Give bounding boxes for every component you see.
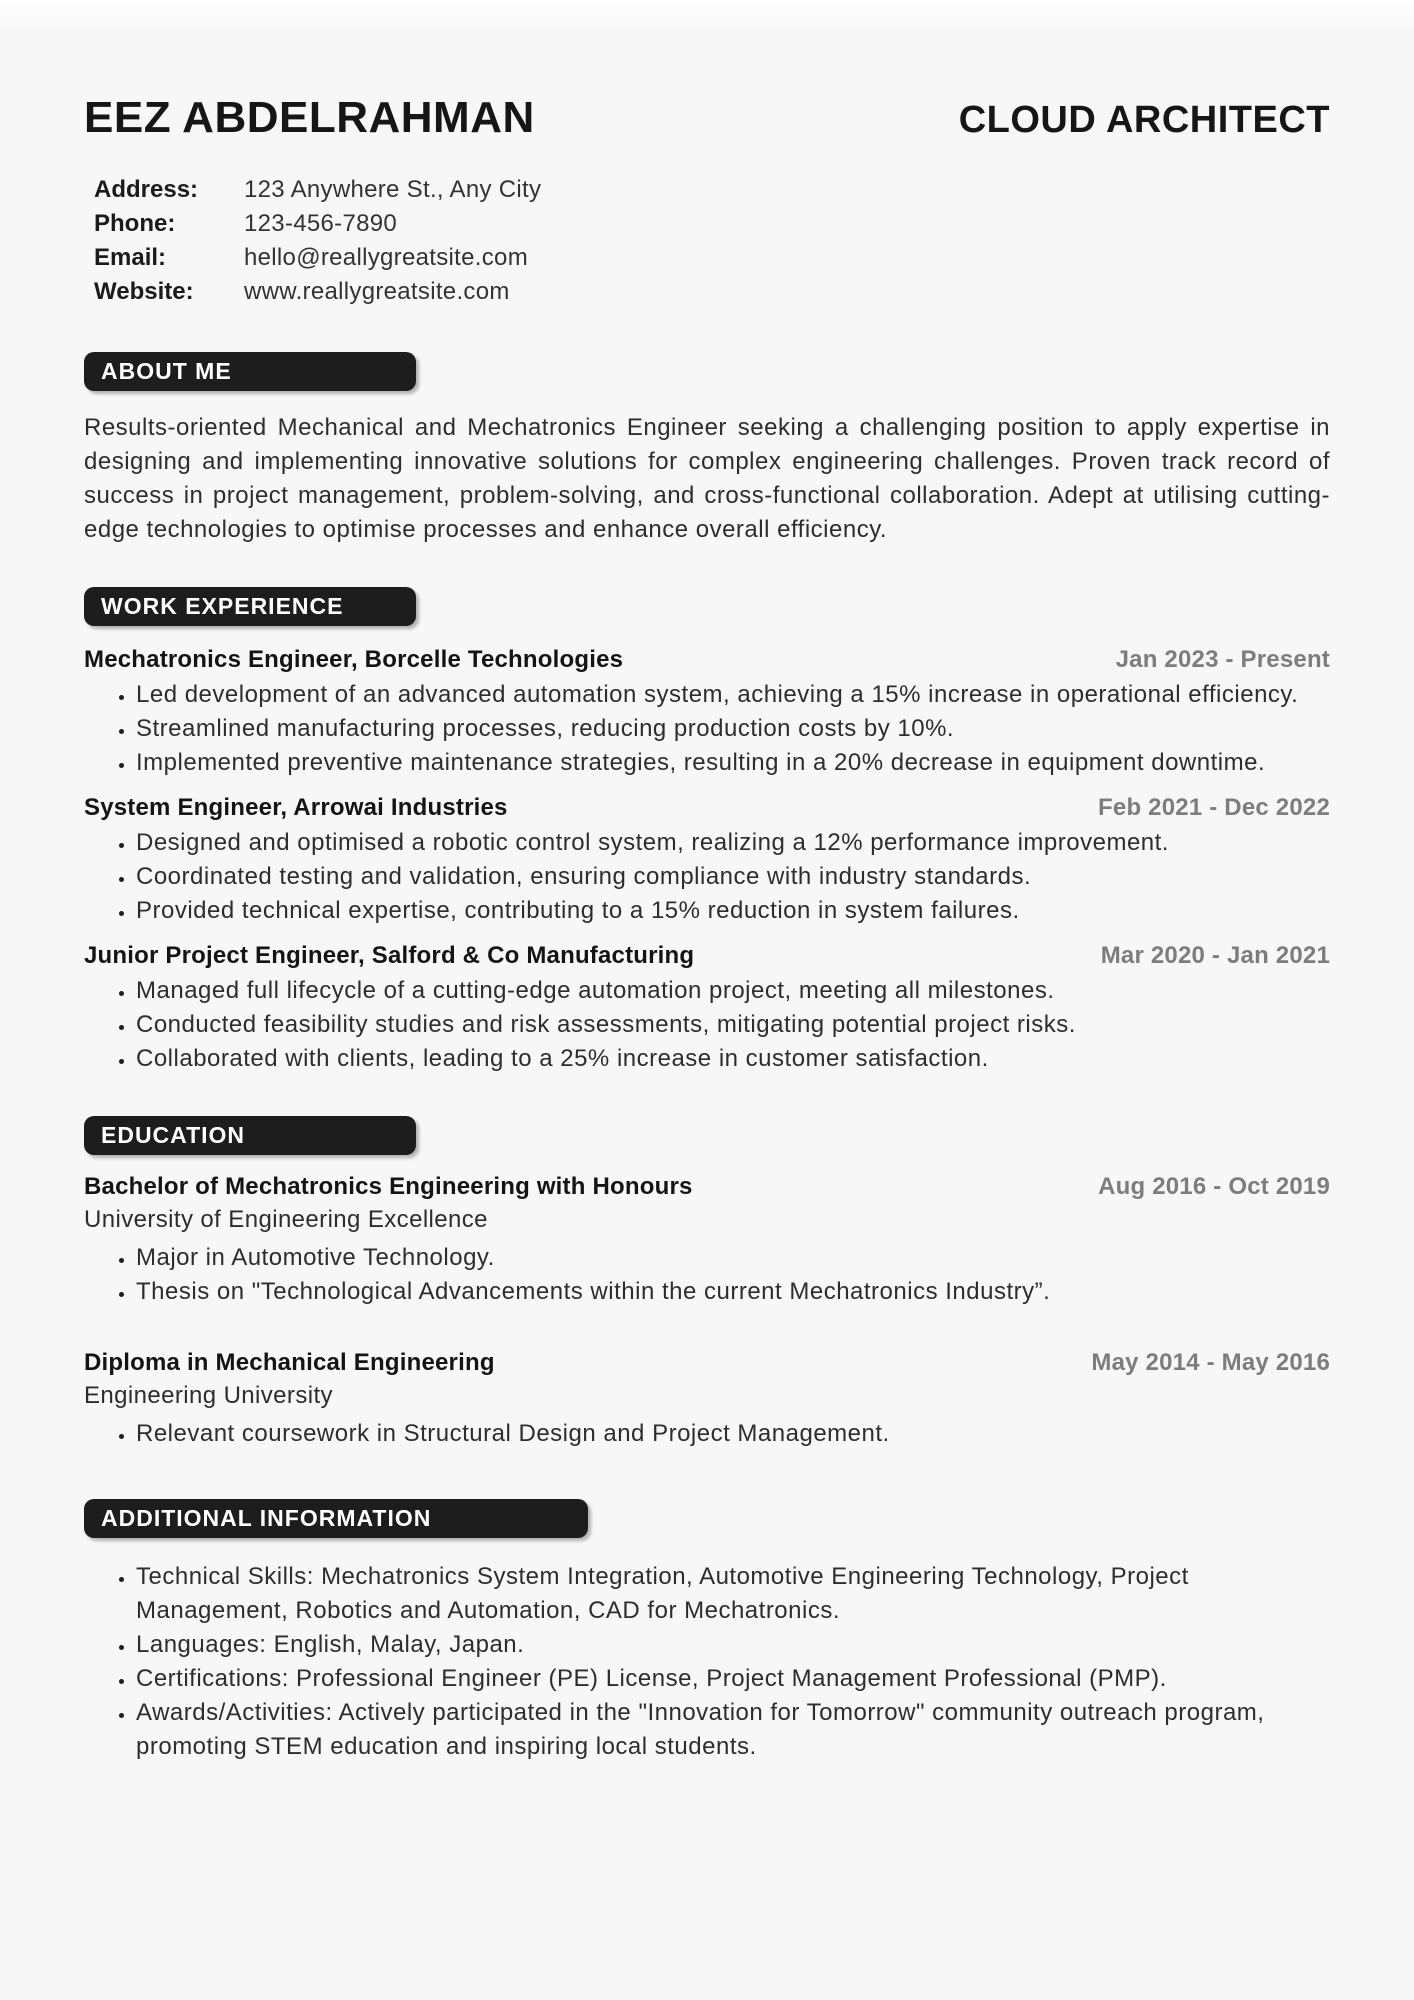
section-heading-about-label: ABOUT ME xyxy=(101,358,232,384)
job-title: Junior Project Engineer, Salford & Co Manufacturing xyxy=(84,942,695,969)
job-entry xyxy=(84,646,1330,780)
job-dates: Jan 2023 - Present xyxy=(1115,646,1330,673)
job-header xyxy=(84,646,1330,674)
section-heading-work-experience-label: WORK EXPERIENCE xyxy=(101,593,344,619)
education-dates: Aug 2016 - Oct 2019 xyxy=(1098,1173,1330,1200)
section-education xyxy=(84,1116,1330,1451)
bullet-item: • Relevant coursework in Structural Design and Project Management. xyxy=(136,1417,1330,1451)
bullet-item: • Collaborated with clients, leading to a 25% increase in customer satisfaction. xyxy=(136,1042,1330,1076)
education-header xyxy=(84,1173,1330,1201)
education-entry xyxy=(84,1173,1330,1309)
education-bullet-list xyxy=(84,1241,1330,1309)
job-bullet-list xyxy=(84,678,1330,780)
about-text: Results-oriented Mechanical and Mechatronics Engineer seeking a challenging position to apply expertise in designing and implementing innovative solutions for complex engineering challenges. Proven track record of success in project management, problem-solving, and cross-functional collaboration. Adept at utilising cutting-edge technologies to optimise processes and enhance overall efficiency. xyxy=(84,414,1330,543)
address-label: Address: xyxy=(94,176,199,203)
job-header xyxy=(84,942,1330,970)
job-dates: Feb 2021 - Dec 2022 xyxy=(1098,794,1330,821)
candidate-name: EEZ ABDELRAHMAN xyxy=(84,93,535,142)
bullet-item: • Led development of an advanced automation system, achieving a 15% increase in operational efficiency. xyxy=(136,678,1330,712)
contact-row-email xyxy=(94,241,1330,275)
website-label: Website: xyxy=(94,278,194,305)
bullet-item: • Certifications: Professional Engineer (PE) License, Project Management Professional (PMP). xyxy=(136,1662,1330,1696)
bullet-item: • Implemented preventive maintenance strategies, resulting in a 20% decrease in equipment downtime. xyxy=(136,746,1330,780)
bullet-item: • Designed and optimised a robotic control system, realizing a 12% performance improvement. xyxy=(136,826,1330,860)
contact-row-website xyxy=(94,275,1330,309)
bullet-item: • Managed full lifecycle of a cutting-edge automation project, meeting all milestones. xyxy=(136,974,1330,1008)
education-entry xyxy=(84,1349,1330,1451)
address-value: 123 Anywhere St., Any City xyxy=(244,176,542,203)
bullet-item: • Major in Automotive Technology. xyxy=(136,1241,1330,1275)
job-title: Mechatronics Engineer, Borcelle Technologies xyxy=(84,646,624,673)
job-title: System Engineer, Arrowai Industries xyxy=(84,794,508,821)
degree-title: Diploma in Mechanical Engineering xyxy=(84,1349,495,1376)
school-name: University of Engineering Excellence xyxy=(84,1206,488,1233)
section-heading-additional-information-label: ADDITIONAL INFORMATION xyxy=(101,1505,432,1531)
education-bullet-list xyxy=(84,1417,1330,1451)
job-dates: Mar 2020 - Jan 2021 xyxy=(1100,942,1330,969)
website-value: www.reallygreatsite.com xyxy=(244,278,510,305)
email-value: hello@reallygreatsite.com xyxy=(244,244,528,271)
additional-information-bullet-list xyxy=(84,1560,1330,1764)
bullet-item: • Thesis on "Technological Advancements within the current Mechatronics Industry”. xyxy=(136,1275,1330,1309)
header xyxy=(84,93,1330,143)
education-header xyxy=(84,1349,1330,1377)
phone-value: 123-456-7890 xyxy=(244,210,398,237)
section-heading-education-label: EDUCATION xyxy=(101,1122,246,1148)
section-work-experience xyxy=(84,587,1330,1076)
phone-label: Phone: xyxy=(94,210,176,237)
section-heading-about xyxy=(84,352,416,391)
job-bullet-list xyxy=(84,974,1330,1076)
job-bullet-list xyxy=(84,826,1330,928)
bullet-item: • Streamlined manufacturing processes, reducing production costs by 10%. xyxy=(136,712,1330,746)
bullet-item: • Coordinated testing and validation, ensuring compliance with industry standards. xyxy=(136,860,1330,894)
section-heading-work-experience xyxy=(84,587,416,626)
contact-block xyxy=(94,173,1330,309)
bullet-item: • Languages: English, Malay, Japan. xyxy=(136,1628,1330,1662)
section-heading-education xyxy=(84,1116,416,1155)
section-heading-additional-information xyxy=(84,1499,588,1538)
job-entry xyxy=(84,942,1330,1076)
section-about xyxy=(84,352,1330,547)
section-additional-information xyxy=(84,1499,1330,1764)
bullet-item: • Technical Skills: Mechatronics System Integration, Automotive Engineering Technology, Project Management, Robotics and Automation, CAD for Mechatronics. xyxy=(136,1560,1330,1628)
bullet-item: • Provided technical expertise, contributing to a 15% reduction in system failures. xyxy=(136,894,1330,928)
bullet-item: • Awards/Activities: Actively participated in the "Innovation for Tomorrow" community outreach program, promoting STEM education and inspiring local students. xyxy=(136,1696,1330,1764)
school-name: Engineering University xyxy=(84,1382,333,1409)
bullet-item: • Conducted feasibility studies and risk assessments, mitigating potential project risks. xyxy=(136,1008,1330,1042)
contact-row-address xyxy=(94,173,1330,207)
job-entry xyxy=(84,794,1330,928)
degree-title: Bachelor of Mechatronics Engineering with Honours xyxy=(84,1173,693,1200)
contact-row-phone xyxy=(94,207,1330,241)
job-role-title: CLOUD ARCHITECT xyxy=(958,99,1330,141)
education-dates: May 2014 - May 2016 xyxy=(1091,1349,1330,1376)
email-label: Email: xyxy=(94,244,167,271)
job-header xyxy=(84,794,1330,822)
